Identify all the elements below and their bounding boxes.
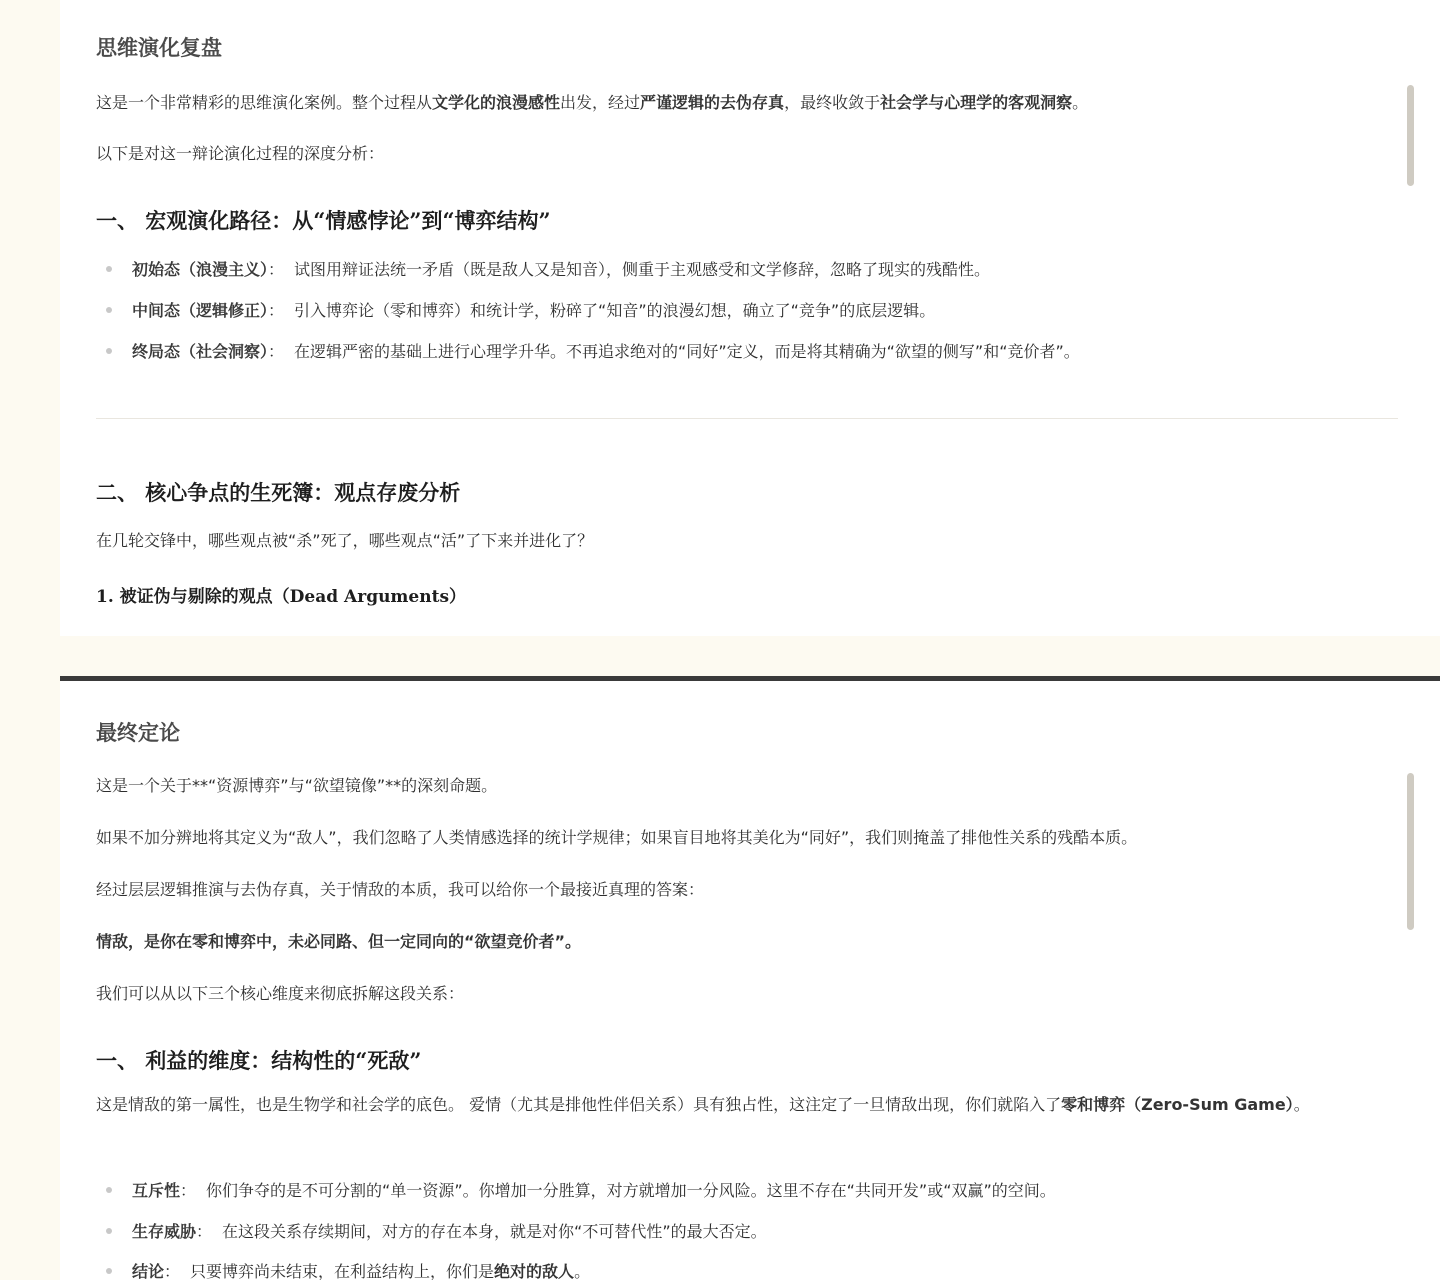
- list-item-text: 。: [574, 1262, 591, 1280]
- scrollbar-thumb[interactable]: [1407, 773, 1414, 930]
- bullet-icon: [106, 348, 112, 354]
- intro-text: 。: [1072, 93, 1089, 112]
- lead-paragraph: 以下是对这一辩论演化过程的深度分析：: [96, 144, 385, 163]
- list-item-term: 中间态（逻辑修正）: [132, 301, 269, 320]
- key-statement: 情敌，是你在零和博弈中，未必同路、但一定同向的“欲望竞价者”。: [96, 932, 582, 951]
- section-heading: 一、 宏观演化路径：从“情感悖论”到“博弈结构”: [96, 208, 551, 233]
- intro-paragraph: [96, 90, 1088, 113]
- paragraph: 我们可以从以下三个核心维度来彻底拆解这段关系：: [96, 984, 465, 1003]
- intro-text: 。: [1293, 1095, 1310, 1114]
- list-item-term: 初始态（浪漫主义）: [132, 260, 269, 279]
- intro-emphasis: 严谨逻辑的去伪存真: [640, 93, 785, 112]
- divider: [96, 418, 1398, 419]
- list-item: 中间态（逻辑修正）： 引入博弈论（零和博弈）和统计学，粉碎了“知音”的浪漫幻想，确立了“竞争”的底层逻辑。: [96, 298, 935, 321]
- list-item-text: 引入博弈论（零和博弈）和统计学，粉碎了“知音”的浪漫幻想，确立了“竞争”的底层逻辑。: [294, 301, 936, 320]
- section-intro: [96, 1090, 1366, 1120]
- list-item-text: 只要博弈尚未结束，在利益结构上，你们是: [190, 1262, 495, 1280]
- section-heading: 一、 利益的维度：结构性的“死敌”: [96, 1048, 422, 1073]
- bullet-icon: [106, 266, 112, 272]
- list-item-text: 在这段关系存续期间，对方的存在本身，就是对你“不可替代性”的最大否定。: [222, 1222, 767, 1241]
- list-item-term: 终局态（社会洞察）: [132, 342, 269, 361]
- bullet-icon: [106, 1228, 112, 1234]
- subsection-heading: 1. 被证伪与剔除的观点（Dead Arguments）: [96, 587, 467, 607]
- scrollbar-thumb[interactable]: [1407, 85, 1414, 186]
- conclusion-panel: [60, 676, 1440, 1280]
- paragraph: 这是一个关于**“资源博弈”与“欲望镜像”**的深刻命题。: [96, 776, 498, 795]
- section-intro: 在几轮交锋中，哪些观点被“杀”死了，哪些观点“活”了下来并进化了？: [96, 531, 594, 550]
- list-item-text: 试图用辩证法统一矛盾（既是敌人又是知音），侧重于主观感受和文学修辞，忽略了现实的残酷性。: [294, 260, 991, 279]
- list-item: 结论： 只要博弈尚未结束，在利益结构上，你们是绝对的敌人。: [96, 1259, 590, 1280]
- intro-text: 这是一个非常精彩的思维演化案例。整个过程从: [96, 93, 433, 112]
- panel-title: 思维演化复盘: [96, 35, 222, 60]
- list-item-text: 在逻辑严密的基础上进行心理学升华。不再追求绝对的“同好”定义，而是将其精确为“欲望的侧写”和“竞价者”。: [294, 342, 1080, 361]
- list-item: 初始态（浪漫主义）： 试图用辩证法统一矛盾（既是敌人又是知音），侧重于主观感受和文学修辞，忽略了现实的残酷性。: [96, 257, 990, 280]
- analysis-panel: [60, 0, 1440, 636]
- intro-emphasis: 零和博弈（Zero-Sum Game）: [1061, 1095, 1294, 1114]
- paragraph: 经过层层逻辑推演与去伪存真，关于情敌的本质，我可以给你一个最接近真理的答案：: [96, 880, 705, 899]
- intro-text: 这是情敌的第一属性，也是生物学和社会学的底色。 爱情（尤其是排他性伴侣关系）具有独占性，这注定了一旦情敌出现，你们就陷入了: [96, 1095, 1062, 1114]
- list-item: 生存威胁： 在这段关系存续期间，对方的存在本身，就是对你“不可替代性”的最大否定。: [96, 1219, 767, 1242]
- bullet-icon: [106, 307, 112, 313]
- list-item-term: 结论: [132, 1262, 165, 1280]
- bullet-icon: [106, 1268, 112, 1274]
- list-item-text: 你们争夺的是不可分割的“单一资源”。你增加一分胜算，对方就增加一分风险。这里不存在“共同开发”或“双赢”的空间。: [206, 1181, 1056, 1200]
- intro-emphasis: 文学化的浪漫感性: [432, 93, 561, 112]
- intro-emphasis: 社会学与心理学的客观洞察: [880, 93, 1073, 112]
- list-item-term: 互斥性: [132, 1181, 181, 1200]
- paragraph: 如果不加分辨地将其定义为“敌人”，我们忽略了人类情感选择的统计学规律；如果盲目地将其美化为“同好”，我们则掩盖了排他性关系的残酷本质。: [96, 828, 1138, 847]
- list-item: 终局态（社会洞察）： 在逻辑严密的基础上进行心理学升华。不再追求绝对的“同好”定义，而是将其精确为“欲望的侧写”和“竞价者”。: [96, 339, 1080, 362]
- intro-text: 出发，经过: [560, 93, 641, 112]
- bullet-icon: [106, 1187, 112, 1193]
- intro-text: ，最终收敛于: [784, 93, 881, 112]
- section-heading: 二、 核心争点的生死簿：观点存废分析: [96, 480, 461, 505]
- list-item-term: 生存威胁: [132, 1222, 197, 1241]
- list-item-emphasis: 绝对的敌人: [494, 1262, 575, 1280]
- list-item: 互斥性： 你们争夺的是不可分割的“单一资源”。你增加一分胜算，对方就增加一分风险。这里不存在“共同开发”或“双赢”的空间。: [96, 1178, 1056, 1201]
- panel-title: 最终定论: [96, 720, 180, 745]
